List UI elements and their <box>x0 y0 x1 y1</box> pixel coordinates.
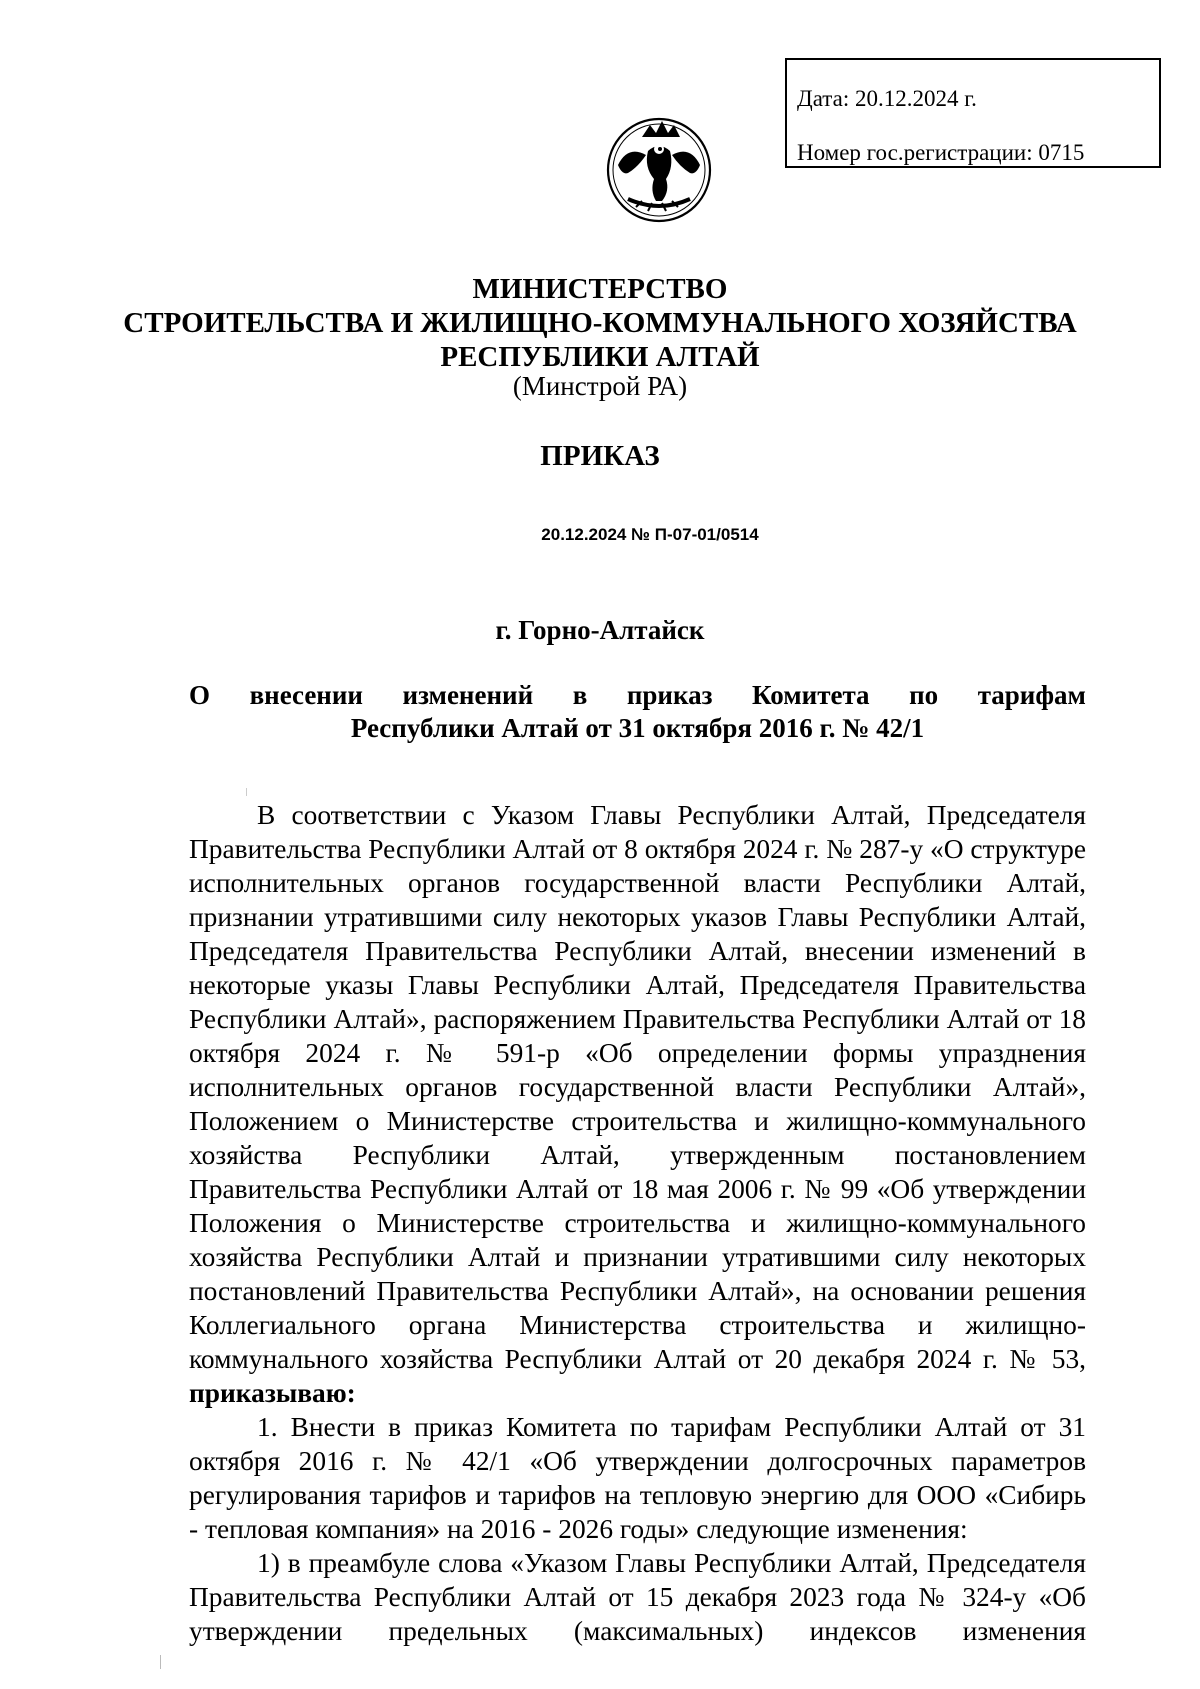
subject-word: приказ <box>626 680 713 710</box>
subject-word: в <box>572 680 588 710</box>
registration-stamp <box>785 58 1161 168</box>
coat-of-arms-icon <box>598 115 720 225</box>
subject-word: Комитета <box>752 680 870 710</box>
preamble-text: В соответствии с Указом Главы Республики Алтай, Председателя Правительства Республики Алтай от 8 октября 2024 г. № 287-у «О структуре исполнительных органов государственной власти Республики Алтай, признании утратившими силу некоторых указов Главы Республики Алтай, Председателя Правительства Республики Алтай, внесении изменений в некоторые указы Главы Республики Алтай, Председателя Правительства Республики Алтай», распоряжением Правительства Республики Алтай от 18 октября 2024 г. № 591-р «Об определении формы упразднения исполнительных органов государственной власти Республики Алтай», Положением о Министерстве строительства и жилищно-коммунального хозяйства Республики Алтай, утвержденным постановлением Правительства Республики Алтай от 18 мая 2006 г. № 99 «Об утверждении Положения о Министерстве строительства и жилищно-коммунального хозяйства Республики Алтай и признании утратившими силу некоторых постановлений Правительства Республики Алтай», на основании решения Коллегиального органа Министерства строительства и жилищно-коммунального хозяйства Республики Алтай от 20 декабря 2024 г. № 53, <box>189 800 1086 1374</box>
scan-mark <box>246 788 247 796</box>
registration-number-row <box>797 126 1159 180</box>
ministry-short-name: (Минстрой РА) <box>512 371 688 401</box>
item-1-1-paragraph: 1) в преамбуле слова «Указом Главы Республики Алтай, Председателя Правительства Республики Алтай от 15 декабря 2023 года № 324-у «Об утверждении предельных (максимальных) индексов изменения <box>189 1548 1086 1646</box>
order-number: 20.12.2024 № П-07-01/0514 <box>541 525 759 544</box>
subject-word: по <box>909 680 939 710</box>
ministry-line-2: СТРОИТЕЛЬСТВА И ЖИЛИЩНО-КОММУНАЛЬНОГО ХОЗЯЙСТВА <box>123 307 1077 339</box>
ministry-heading <box>0 272 1200 374</box>
subject-word: О <box>189 680 211 710</box>
preamble-directive: приказываю: <box>189 1378 356 1408</box>
registration-number-value: 0715 <box>1038 140 1085 165</box>
subject-word: тарифам <box>977 680 1086 710</box>
subject-word: изменений <box>402 680 534 710</box>
preamble-paragraph <box>189 798 1086 1410</box>
registration-date-value: 20.12.2024 г. <box>854 86 977 111</box>
city: г. Горно-Алтайск <box>495 615 705 645</box>
subject-word: внесении <box>249 680 363 710</box>
order-body <box>189 798 1086 1648</box>
registration-date-row <box>797 72 1159 126</box>
registration-date-label: Дата: <box>797 86 850 111</box>
ministry-line-1: МИНИСТЕРСТВО <box>472 273 728 305</box>
item-1-paragraph: 1. Внести в приказ Комитета по тарифам Республики Алтай от 31 октября 2016 г. № 42/1 «Об утверждении долгосрочных параметров регулирования тарифов и тарифов на тепловую энергию для ООО «Сибирь - тепловая компания» на 2016 - 2026 годы» следующие изменения: <box>189 1412 1086 1544</box>
ministry-line-3: РЕСПУБЛИКИ АЛТАЙ <box>440 341 760 373</box>
subject-line-2: Республики Алтай от 31 октября 2016 г. № 42/1 <box>350 713 925 743</box>
registration-number-label: Номер гос.регистрации: <box>797 140 1033 165</box>
order-subject <box>189 679 1086 745</box>
subject-line-1 <box>189 679 1086 712</box>
document-type: ПРИКАЗ <box>540 440 660 472</box>
scan-mark <box>160 1655 161 1669</box>
